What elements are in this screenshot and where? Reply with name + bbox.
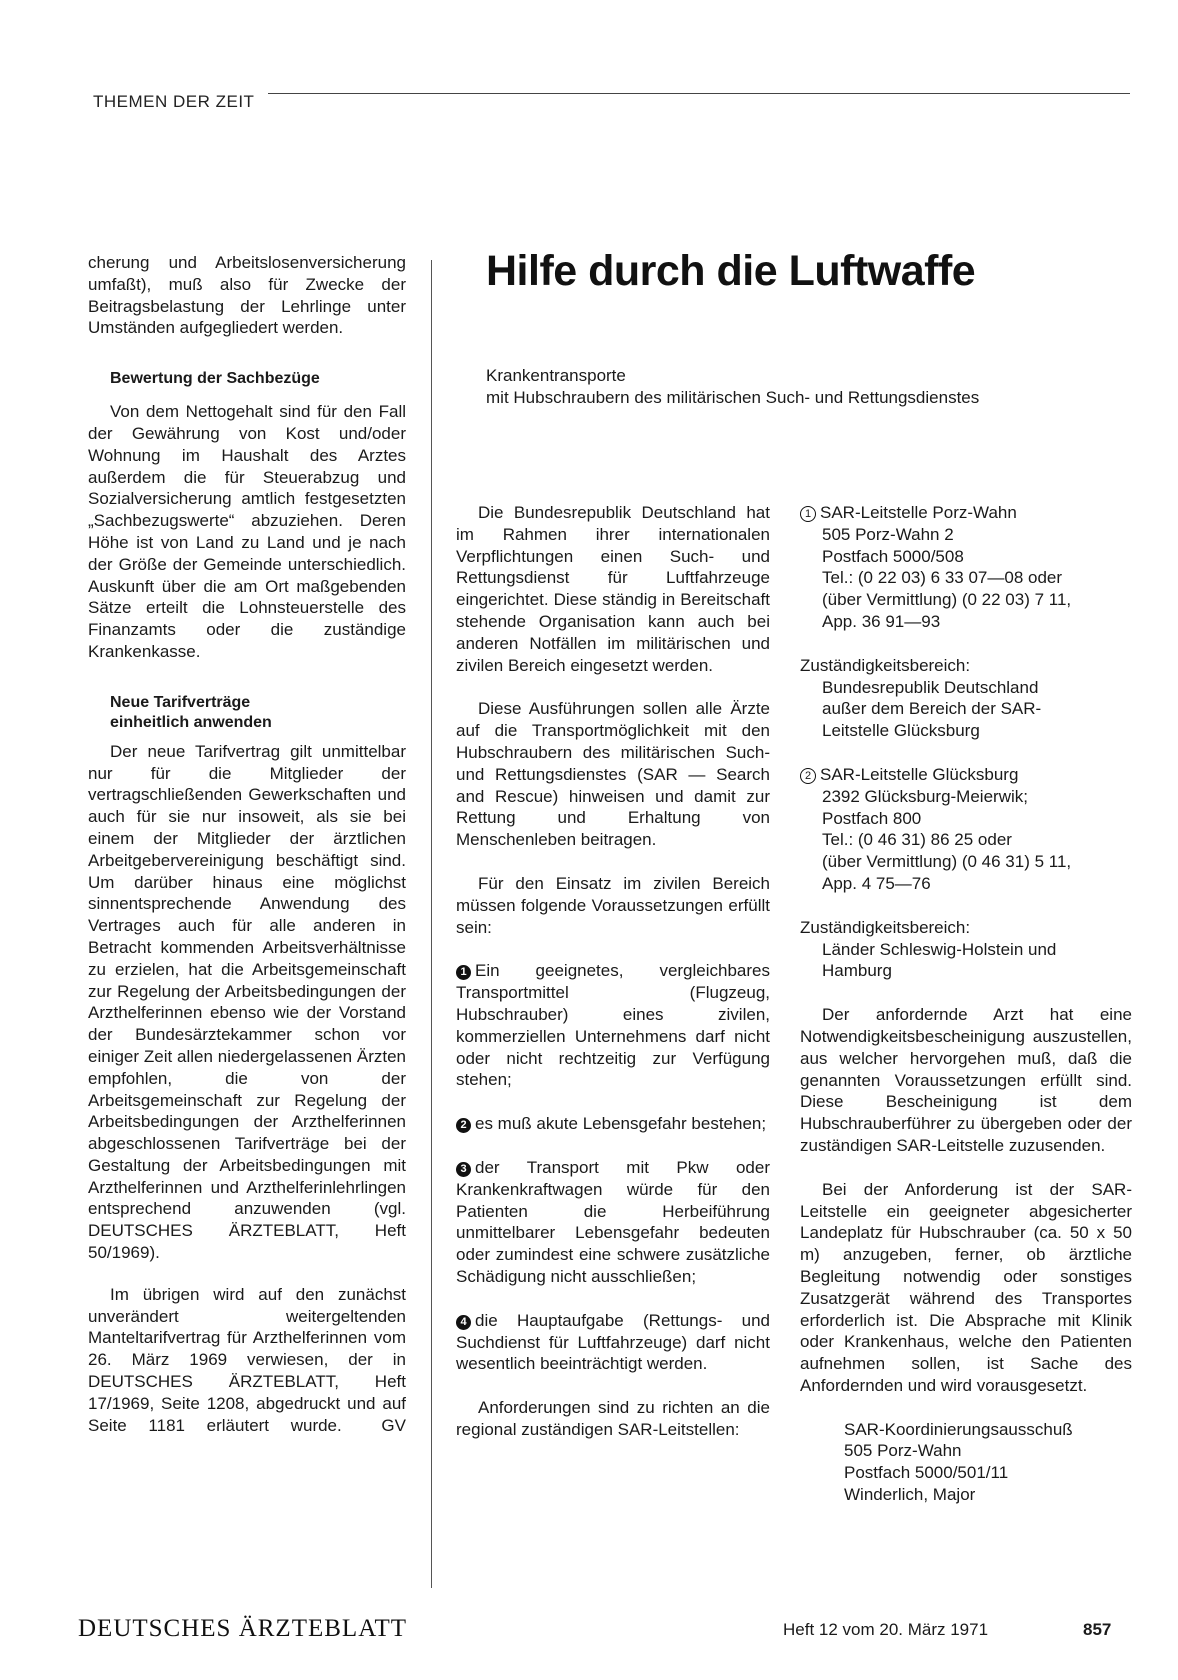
area-line: außer dem Bereich der SAR- bbox=[822, 699, 1042, 719]
area-label: Zuständigkeitsbereich: bbox=[800, 655, 971, 675]
author-initials: GV bbox=[381, 1415, 406, 1435]
list-item bbox=[456, 1113, 770, 1135]
section-heading: einheitlich anwenden bbox=[110, 713, 272, 731]
station-entry bbox=[800, 764, 1132, 895]
journal-name: DEUTSCHES ÄRZTEBLATT bbox=[78, 1615, 408, 1642]
left-column bbox=[88, 252, 406, 1436]
section-heading: Neue Tarifverträge bbox=[110, 693, 251, 711]
area-lines bbox=[800, 677, 1132, 742]
list-number-icon: 2 bbox=[456, 1118, 471, 1133]
paragraph: Der anfordernde Arzt hat eine Notwendigkeitsbescheinigung auszustellen, aus welcher hervorgehen muß, daß die genannten Voraussetzungen erfüllt sind. Diese Bescheinigung ist dem Hubschrauberführer zu übergeben oder der zuständigen SAR-Leitstelle zuzusenden. bbox=[800, 1005, 1132, 1155]
station-number-icon: 2 bbox=[800, 768, 816, 784]
station-number-icon: 1 bbox=[800, 506, 816, 522]
signature-line: Winderlich, Major bbox=[844, 1485, 976, 1505]
station-address bbox=[800, 786, 1132, 895]
area-lines bbox=[800, 939, 1132, 983]
list-item-text: Ein geeignetes, vergleichbares Transportmittel (Flugzeug, Hubschrauber) eines zivilen, kommerziellen Unternehmens darf nicht oder nicht rechtzeitig zur Verfügung stehen; bbox=[456, 961, 770, 1090]
signature-line: SAR-Koordinierungsausschuß bbox=[844, 1419, 1073, 1439]
station-address bbox=[800, 524, 1132, 633]
column-divider bbox=[431, 260, 432, 1588]
phone-line: (über Vermittlung) (0 22 03) 7 11, bbox=[822, 590, 1072, 610]
paragraph: Die Bundesrepublik Deutschland hat im Rahmen ihrer internationalen Verpflichtungen einen Such- und Rettungsdienst für Luftfahrzeuge eingerichtet. Diese ständig in Bereitschaft stehende Organisation kann auch bei anderen Notfällen im militärischen und zivilen Bereich eingesetzt werden. bbox=[456, 503, 770, 675]
list-number-icon: 4 bbox=[456, 1315, 471, 1330]
phone-line: Tel.: (0 22 03) 6 33 07—08 oder bbox=[822, 568, 1063, 588]
subtitle-line: mit Hubschraubern des militärischen Such- und Rettungsdienstes bbox=[486, 387, 980, 407]
station-name: SAR-Leitstelle Porz-Wahn bbox=[820, 503, 1017, 522]
paragraph bbox=[88, 1284, 406, 1437]
subtitle-line: Krankentransporte bbox=[486, 366, 626, 385]
paragraph: cherung und Arbeitslosenversicherung umfaßt), muß also für Zwecke der Beitragsbelastung der Lehrlinge unter Umständen aufgegliedert werden. bbox=[88, 253, 406, 338]
signature-line: Postfach 5000/501/11 bbox=[844, 1463, 1009, 1483]
article-subtitle bbox=[486, 365, 979, 409]
area-line: Leitstelle Glücksburg bbox=[822, 721, 980, 741]
signature-line: 505 Porz-Wahn bbox=[844, 1441, 962, 1461]
right-column bbox=[800, 502, 1132, 1506]
phone-line: App. 4 75—76 bbox=[822, 873, 931, 893]
phone-line: App. 36 91—93 bbox=[822, 611, 941, 631]
list-number-icon: 1 bbox=[456, 965, 471, 980]
station-name: SAR-Leitstelle Glücksburg bbox=[820, 764, 1019, 784]
paragraph: Anforderungen sind zu richten an die regional zuständigen SAR-Leitstellen: bbox=[456, 1398, 770, 1439]
area-entry bbox=[800, 655, 1132, 742]
header-rule bbox=[268, 93, 1130, 94]
middle-column bbox=[456, 502, 770, 1441]
area-label: Zuständigkeitsbereich: bbox=[800, 917, 971, 937]
address-line: 505 Porz-Wahn 2 bbox=[822, 524, 954, 544]
address-line: Postfach 5000/508 bbox=[822, 546, 964, 566]
paragraph: Bei der Anforderung ist der SAR-Leitstelle ein geeigneter abgesicherter Landeplatz für Hubschrauber (ca. 50 x 50 m) anzugeben, ferner, ob ärztliche Begleitung notwendig oder sonstiges Zusatzgerät während des Transportes erforderlich ist. Die Absprache mit Klinik oder Krankenhaus, welche den Patienten aufnehmen sollen, ist Sache des Anfordernden und wird vorausgesetzt. bbox=[800, 1179, 1132, 1395]
list-item-text: der Transport mit Pkw oder Krankenkraftwagen würde für den Patienten die Herbeiführung unmittelbarer Lebensgefahr bedeuten oder zumindest eine schwere zusätzliche Schädigung nicht ausschließen; bbox=[456, 1157, 770, 1286]
area-entry bbox=[800, 917, 1132, 982]
list-item bbox=[456, 1310, 770, 1375]
signature-block bbox=[800, 1419, 1132, 1506]
area-line: Länder Schleswig-Holstein und bbox=[822, 939, 1057, 959]
phone-line: Tel.: (0 46 31) 86 25 oder bbox=[822, 830, 1012, 850]
phone-line: (über Vermittlung) (0 46 31) 5 11, bbox=[822, 852, 1072, 872]
page-number: 857 bbox=[1083, 1620, 1112, 1639]
list-item bbox=[456, 960, 770, 1091]
list-item-text: die Hauptaufgabe (Rettungs- und Suchdienst für Luftfahrzeuge) darf nicht wesentlich beeinträchtigt werden. bbox=[456, 1310, 770, 1374]
station-name-line bbox=[800, 764, 1132, 786]
section-heading: Bewertung der Sachbezüge bbox=[110, 370, 320, 388]
paragraph: Der neue Tarifvertrag gilt unmittelbar nur für die Mitglieder der vertragschließenden Gewerkschaften und auch für sie nur insoweit, als sie bei einem der Mitglieder der ärztlichen Arbeitgebervereinigung beschäftigt sind. Um darüber hinaus eine möglichst sinnentsprechende Anwendung des Vertrages auch für alle anderen in Betracht kommenden Arbeitsverhältnisse zu erzielen, hat die Arbeitsgemeinschaft zur Regelung der Arbeitsbedingungen der Arzthelferinnen ebenso wie der Vorstand der Bundesärztekammer schon vor einiger Zeit allen niedergelassenen Ärzten empfohlen, die von der Arbeitsgemeinschaft zur Regelung der Arbeitsbedingungen der Arzthelferinnen abgeschlossenen Tarifverträge bei der Gestaltung der Arbeitsbedingungen mit Arzthelferinnen und Arzthelferinlehrlingen entsprechend anzuwenden (vgl. DEUTSCHES ÄRZTEBLATT, Heft 50/1969). bbox=[88, 741, 406, 1263]
list-number-icon: 3 bbox=[456, 1162, 471, 1177]
area-line: Hamburg bbox=[822, 961, 892, 981]
address-line: 2392 Glücksburg-Meierwik; bbox=[822, 786, 1028, 806]
list-item-text: es muß akute Lebensgefahr bestehen; bbox=[475, 1114, 767, 1134]
issue-info: Heft 12 vom 20. März 1971 bbox=[783, 1620, 989, 1639]
paragraph-text: Im übrigen wird auf den zunächst unverändert weitergeltenden Manteltarifvertrag für Arzthelferinnen vom 26. März 1969 verwiesen, der in DEUTSCHES ÄRZTEBLATT, Heft 17/1969, Seite 1208, abgedruckt und auf Seite 1181 erläutert wurde. bbox=[88, 1284, 406, 1435]
area-line: Bundesrepublik Deutschland bbox=[822, 677, 1039, 697]
list-item bbox=[456, 1157, 770, 1288]
article-title: Hilfe durch die Luftwaffe bbox=[486, 247, 976, 295]
paragraph: Diese Ausführungen sollen alle Ärzte auf die Transportmöglichkeit mit den Hubschraubern des militärischen Such- und Rettungsdienstes (SAR — Search and Rescue) hinweisen und damit zur Rettung und Erhaltung von Menschenleben beitragen. bbox=[456, 699, 770, 850]
address-line: Postfach 800 bbox=[822, 808, 922, 828]
section-label: THEMEN DER ZEIT bbox=[93, 92, 255, 111]
paragraph: Für den Einsatz im zivilen Bereich müssen folgende Voraussetzungen erfüllt sein: bbox=[456, 873, 770, 937]
station-entry bbox=[800, 502, 1132, 633]
paragraph: Von dem Nettogehalt sind für den Fall der Gewährung von Kost und/oder Wohnung im Haushalt des Arztes außerdem die für Steuerabzug und Sozialversicherung amtlich festgesetzten „Sachbezugswerte“ abzuziehen. Deren Höhe ist von Land zu Land und je nach der Größe der Gemeinde unterschiedlich. Auskunft über die am Ort maßgebenden Sätze erteilt die Lohnsteuerstelle des Finanzamts oder die zuständige Krankenkasse. bbox=[88, 402, 406, 661]
station-name-line bbox=[800, 502, 1132, 524]
